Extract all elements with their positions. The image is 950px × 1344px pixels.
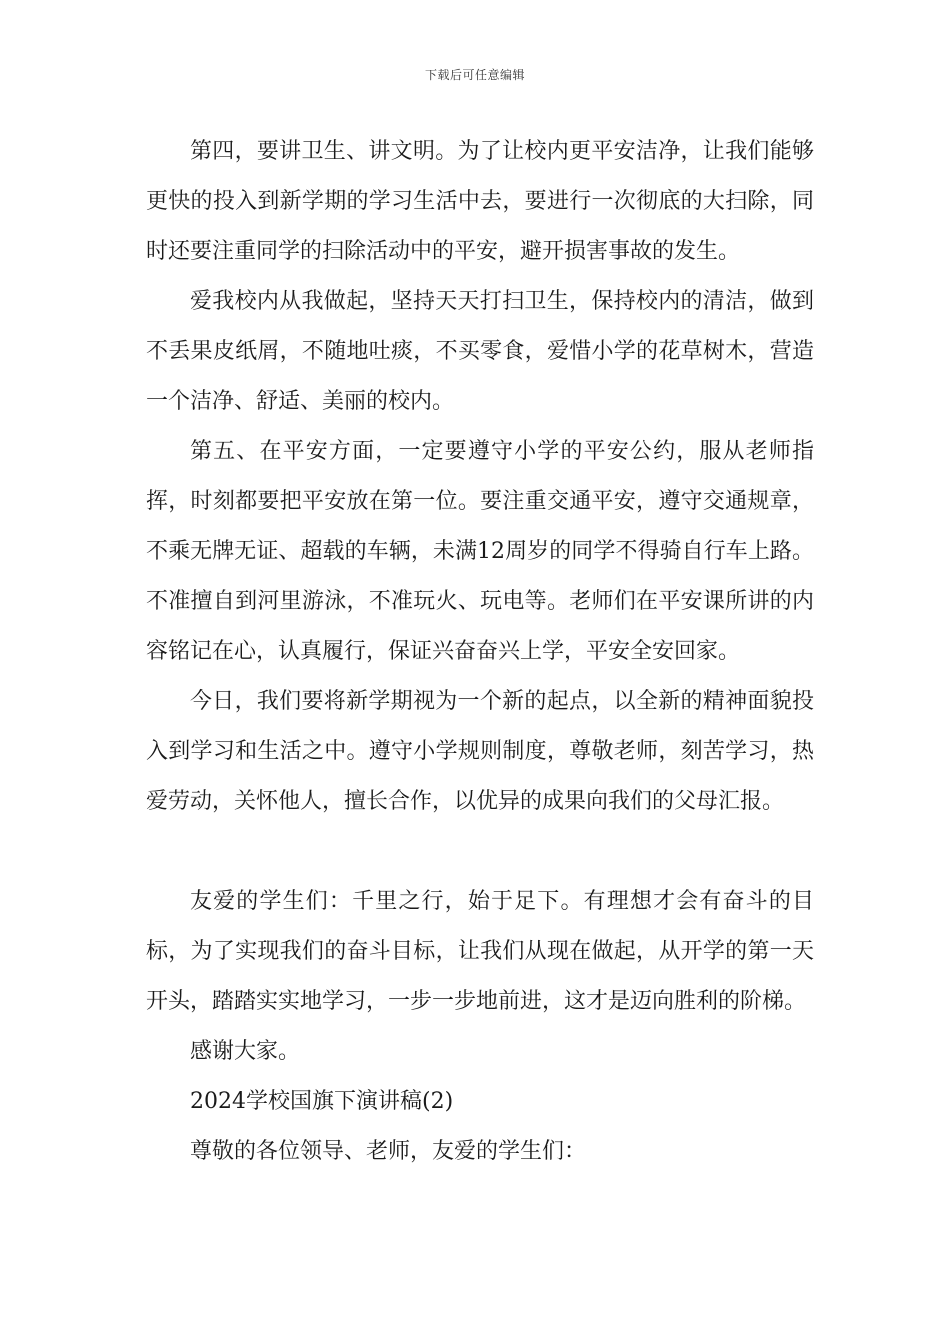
page-header-watermark: 下载后可任意编辑 (424, 68, 525, 82)
section-title: 2024学校国旗下演讲稿(2) (190, 1089, 454, 1114)
paragraph-greeting: 尊敬的各位领导、老师，友爱的学生们： (190, 1139, 587, 1164)
paragraph-students-address: 友爱的学生们：千里之行，始于足下。有理想才会有奋斗的目标，为了实现我们的奋斗目标，让我们从现在做起，从开学的第一天开头，踏踏实实地学习，一步一步地前进，这才是迈向胜利的阶梯。 (146, 889, 814, 1014)
paragraph-thanks: 感谢大家。 (190, 1039, 301, 1064)
paragraph-safety: 第五、在平安方面，一定要遵守小学的平安公约，服从老师指挥，时刻都要把平安放在第一位。要注重交通平安，遵守交通规章，不乘无牌无证、超载的车辆，未满12周岁的同学不得骑自行车上路。不准擅自到河里游泳，不准玩火、玩电等。老师们在平安课所讲的内容铭记在心，认真履行，保证兴奋奋兴上学，平安全安回家。 (146, 439, 814, 664)
document-body (146, 127, 814, 1177)
paragraph-hygiene: 第四，要讲卫生、讲文明。为了让校内更平安洁净，让我们能够更快的投入到新学期的学习生活中去，要进行一次彻底的大扫除，同时还要注重同学的扫除活动中的平安，避开损害事故的发生。 (146, 139, 814, 264)
paragraph-campus-cleanliness: 爱我校内从我做起，坚持天天打扫卫生，保持校内的清洁，做到不丢果皮纸屑，不随地吐痰，不买零食，爱惜小学的花草树木，营造一个洁净、舒适、美丽的校内。 (146, 289, 814, 414)
paragraph-new-start: 今日，我们要将新学期视为一个新的起点，以全新的精神面貌投入到学习和生活之中。遵守小学规则制度，尊敬老师，刻苦学习，热爱劳动，关怀他人，擅长合作，以优异的成果向我们的父母汇报。 (146, 689, 814, 814)
